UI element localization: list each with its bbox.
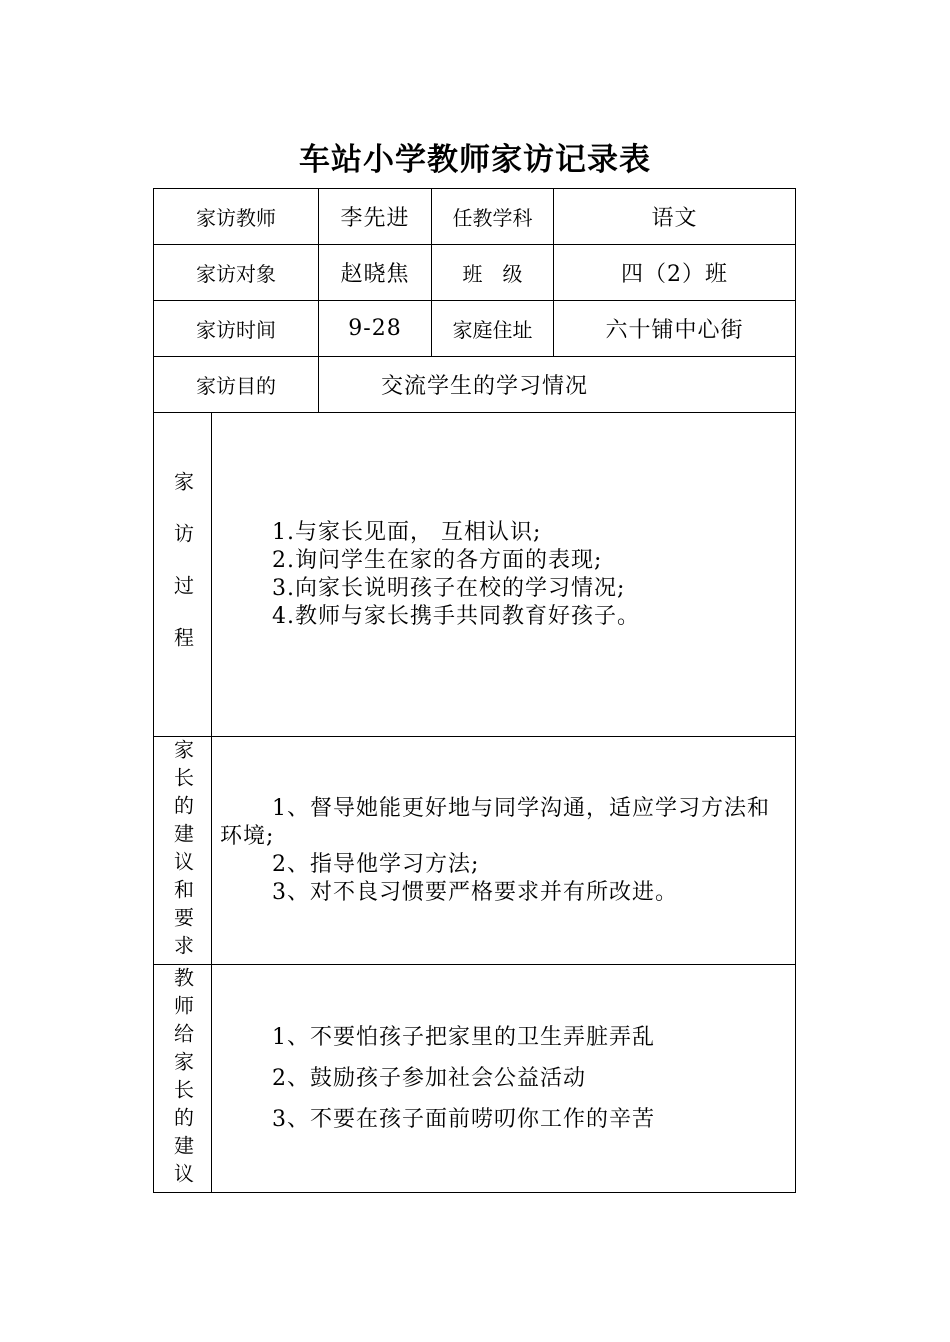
address-value: 六十铺中心街 <box>554 301 796 357</box>
row-parent-advice <box>154 737 796 965</box>
list-item: 1、不要怕孩子把家里的卫生弄脏弄乱 <box>272 1024 655 1050</box>
subject-value: 语文 <box>554 189 796 245</box>
time-label: 家访时间 <box>154 301 319 357</box>
subject-label: 任教学科 <box>432 189 554 245</box>
time-value: 9-28 <box>319 301 432 357</box>
parent-advice-label: 家长的建议和要求 <box>170 738 195 963</box>
teacher-advice-label-cell <box>154 965 212 1193</box>
teacher-advice-list <box>212 1024 795 1134</box>
teacher-advice-label: 教师给家长的建议 <box>170 966 195 1191</box>
parent-advice-list <box>212 795 795 907</box>
row-purpose <box>154 357 796 413</box>
visit-record-table <box>153 188 796 1193</box>
page-title: 车站小学教师家访记录表 <box>299 142 651 178</box>
row-process <box>154 413 796 737</box>
student-value: 赵晓焦 <box>319 245 432 301</box>
row-time <box>154 301 796 357</box>
process-list <box>212 519 795 631</box>
purpose-value: 交流学生的学习情况 <box>319 357 796 413</box>
list-item: 3、对不良习惯要严格要求并有所改进。 <box>272 879 678 905</box>
row-student <box>154 245 796 301</box>
teacher-label: 家访教师 <box>154 189 319 245</box>
list-item: 1、督导她能更好地与同学沟通，适应学习方法和环境; <box>220 795 770 849</box>
list-item: 2、鼓励孩子参加社会公益活动 <box>272 1065 586 1091</box>
row-teacher <box>154 189 796 245</box>
list-item: 4.教师与家长携手共同教育好孩子。 <box>272 603 640 629</box>
list-item: 2、指导他学习方法; <box>272 851 480 877</box>
process-label-cell <box>154 413 212 737</box>
list-item: 1.与家长见面， 互相认识; <box>272 519 542 545</box>
parent-advice-label-cell <box>154 737 212 965</box>
process-content-cell <box>212 413 796 737</box>
student-label: 家访对象 <box>154 245 319 301</box>
row-teacher-advice <box>154 965 796 1193</box>
list-item: 2.询问学生在家的各方面的表现; <box>272 547 603 573</box>
list-item: 3、不要在孩子面前唠叨你工作的辛苦 <box>272 1106 655 1132</box>
process-label: 家访过程 <box>170 470 195 679</box>
teacher-value: 李先进 <box>319 189 432 245</box>
address-label: 家庭住址 <box>432 301 554 357</box>
class-value: 四（2）班 <box>554 245 796 301</box>
parent-advice-content-cell <box>212 737 796 965</box>
list-item: 3.向家长说明孩子在校的学习情况; <box>272 575 626 601</box>
purpose-label: 家访目的 <box>154 357 319 413</box>
class-label: 班 级 <box>432 245 554 301</box>
teacher-advice-content-cell <box>212 965 796 1193</box>
